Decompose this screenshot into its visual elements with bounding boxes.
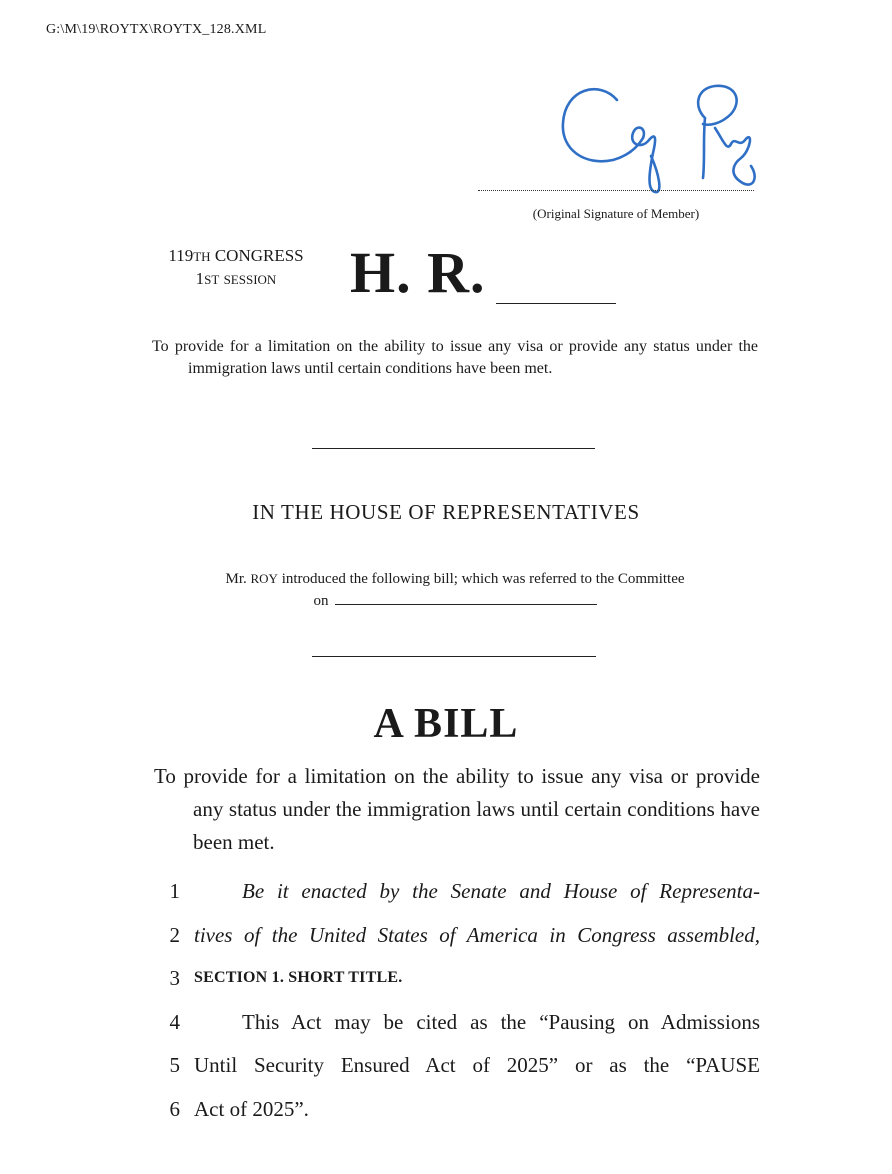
bill-text — [160, 876, 760, 1137]
bill-number-blank — [496, 303, 616, 304]
enacting-clause: Be it enacted by the Senate and House of Representa- — [242, 879, 760, 903]
section-text: Act of 2025”. — [194, 1096, 309, 1121]
congress-line: 119TH CONGRESS — [168, 246, 304, 265]
bill-line — [160, 920, 760, 964]
section-text: This Act may be cited as the “Pausing on Admissions — [242, 1009, 760, 1034]
bill-line — [160, 1050, 760, 1094]
line-number: 3 — [169, 966, 180, 990]
bill-number: H. R. — [350, 240, 486, 305]
bill-line — [160, 1007, 760, 1051]
enacting-clause: tives of the United States of America in Congress assembled, — [194, 922, 760, 947]
session-line: 1ST SESSION — [195, 269, 277, 288]
line-number: 6 — [169, 1096, 180, 1121]
introduction-statement: Mr. ROY introduced the following bill; which was referred to the Committee on — [225, 571, 685, 609]
file-path: G:\M\19\ROYTX\ROYTX_128.XML — [46, 22, 267, 37]
line-number: 5 — [169, 1053, 180, 1077]
signature-caption: (Original Signature of Member) — [532, 206, 700, 221]
bill-line — [160, 1094, 760, 1138]
signature-line — [478, 190, 754, 191]
congress-session — [150, 245, 322, 291]
bill-line — [160, 963, 760, 1007]
divider-top — [312, 448, 595, 449]
section-text: Until Security Ensured Act of 2025” or as the “PAUSE — [194, 1053, 760, 1077]
member-signature — [555, 78, 765, 203]
bill-title: A BILL — [373, 701, 519, 747]
line-number: 1 — [169, 879, 180, 903]
committee-blank — [335, 590, 597, 605]
purpose-summary: To provide for a limitation on the ability to issue any visa or provide any status under the immigration laws until certain conditions have been met. — [152, 338, 758, 377]
line-number: 4 — [169, 1009, 180, 1034]
line-number: 2 — [169, 922, 180, 947]
purpose-long: To provide for a limitation on the ability to issue any visa or provide any status under the immigration laws until certain conditions have been met. — [154, 764, 760, 854]
divider-bottom — [312, 656, 596, 657]
bill-line — [160, 876, 760, 920]
section-heading: SECTION 1. SHORT TITLE. — [194, 969, 403, 986]
chamber-heading: IN THE HOUSE OF REPRESENTATIVES — [252, 500, 640, 524]
